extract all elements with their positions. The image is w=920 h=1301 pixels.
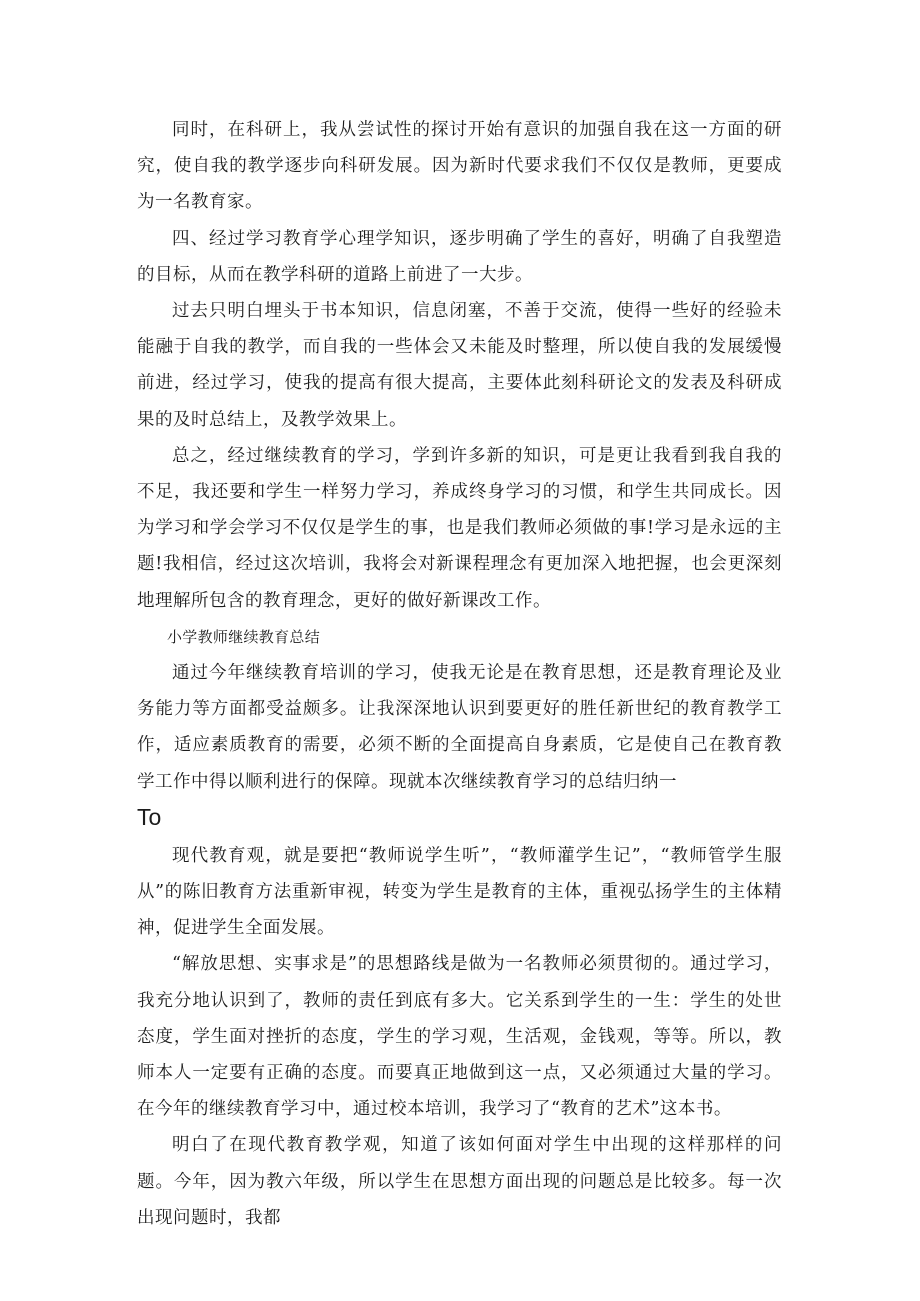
- paragraph-conclusion: 总之，经过继续教育的学习，学到许多新的知识，可是更让我看到我自我的不足，我还要和学生一样努力学习，养成终身学习的习惯，和学生共同成长。因为学习和学会学习不仅仅是学生的事，也是我们教师必须做的事!学习是永远的主题!我相信，经过这次培训，我将会对新课程理念有更加深入地把握，也会更深刻地理解所包含的教育理念，更好的做好新课改工作。: [137, 445, 782, 611]
- section-heading: 小学教师继续教育总结: [167, 627, 321, 646]
- paragraph-point-four: 四、经过学习教育学心理学知识，逐步明确了学生的喜好，明确了自我塑造的目标，从而在教学科研的道路上前进了一大步。: [137, 228, 782, 285]
- paragraph-modern-education: 现代教育观，就是要把“教师说学生听”，“教师灌学生记”，“教师管学生服从”的陈旧教育方法重新审视，转变为学生是教育的主体，重视弘扬学生的主体精神，促进学生全面发展。: [137, 845, 782, 939]
- paragraph-liberate-thought: “解放思想、实事求是”的思想路线是做为一名教师必须贯彻的。通过学习，我充分地认识到了，教师的责任到底有多大。它关系到学生的一生：学生的处世态度，学生面对挫折的态度，学生的学习观，生活观，金钱观，等等。所以，教师本人一定要有正确的态度。而要真正地做到这一点，又必须通过大量的学习。在今年的继续教育学习中，通过校本培训，我学习了“教育的艺术”这本书。: [137, 954, 782, 1120]
- document-body: [137, 112, 782, 1236]
- paragraph-intro: 通过今年继续教育培训的学习，使我无论是在教育思想，还是教育理论及业务能力等方面都受益颇多。让我深深地认识到要更好的胜任新世纪的教育教学工作，适应素质教育的需要，必须不断的全面提高自身素质，它是使自己在教育教学工作中得以顺利进行的保障。现就本次继续教育学习的总结归纳一: [137, 663, 782, 792]
- paragraph-past: 过去只明白埋头于书本知识，信息闭塞，不善于交流，使得一些好的经验未能融于自我的教学，而自我的一些体会又未能及时整理，所以使自我的发展缓慢前进，经过学习，使我的提高有很大提高，主要体此刻科研论文的发表及科研成果的及时总结上，及教学效果上。: [137, 301, 782, 430]
- stray-text: To: [137, 803, 162, 830]
- paragraph-understanding: 明白了在现代教育教学观，知道了该如何面对学生中出现的这样那样的问题。今年，因为教六年级，所以学生在思想方面出现的问题总是比较多。每一次出现问题时，我都: [137, 1135, 782, 1228]
- paragraph-research: 同时，在科研上，我从尝试性的探讨开始有意识的加强自我在这一方面的研究，使自我的教学逐步向科研发展。因为新时代要求我们不仅仅是教师，更要成为一名教育家。: [137, 120, 782, 213]
